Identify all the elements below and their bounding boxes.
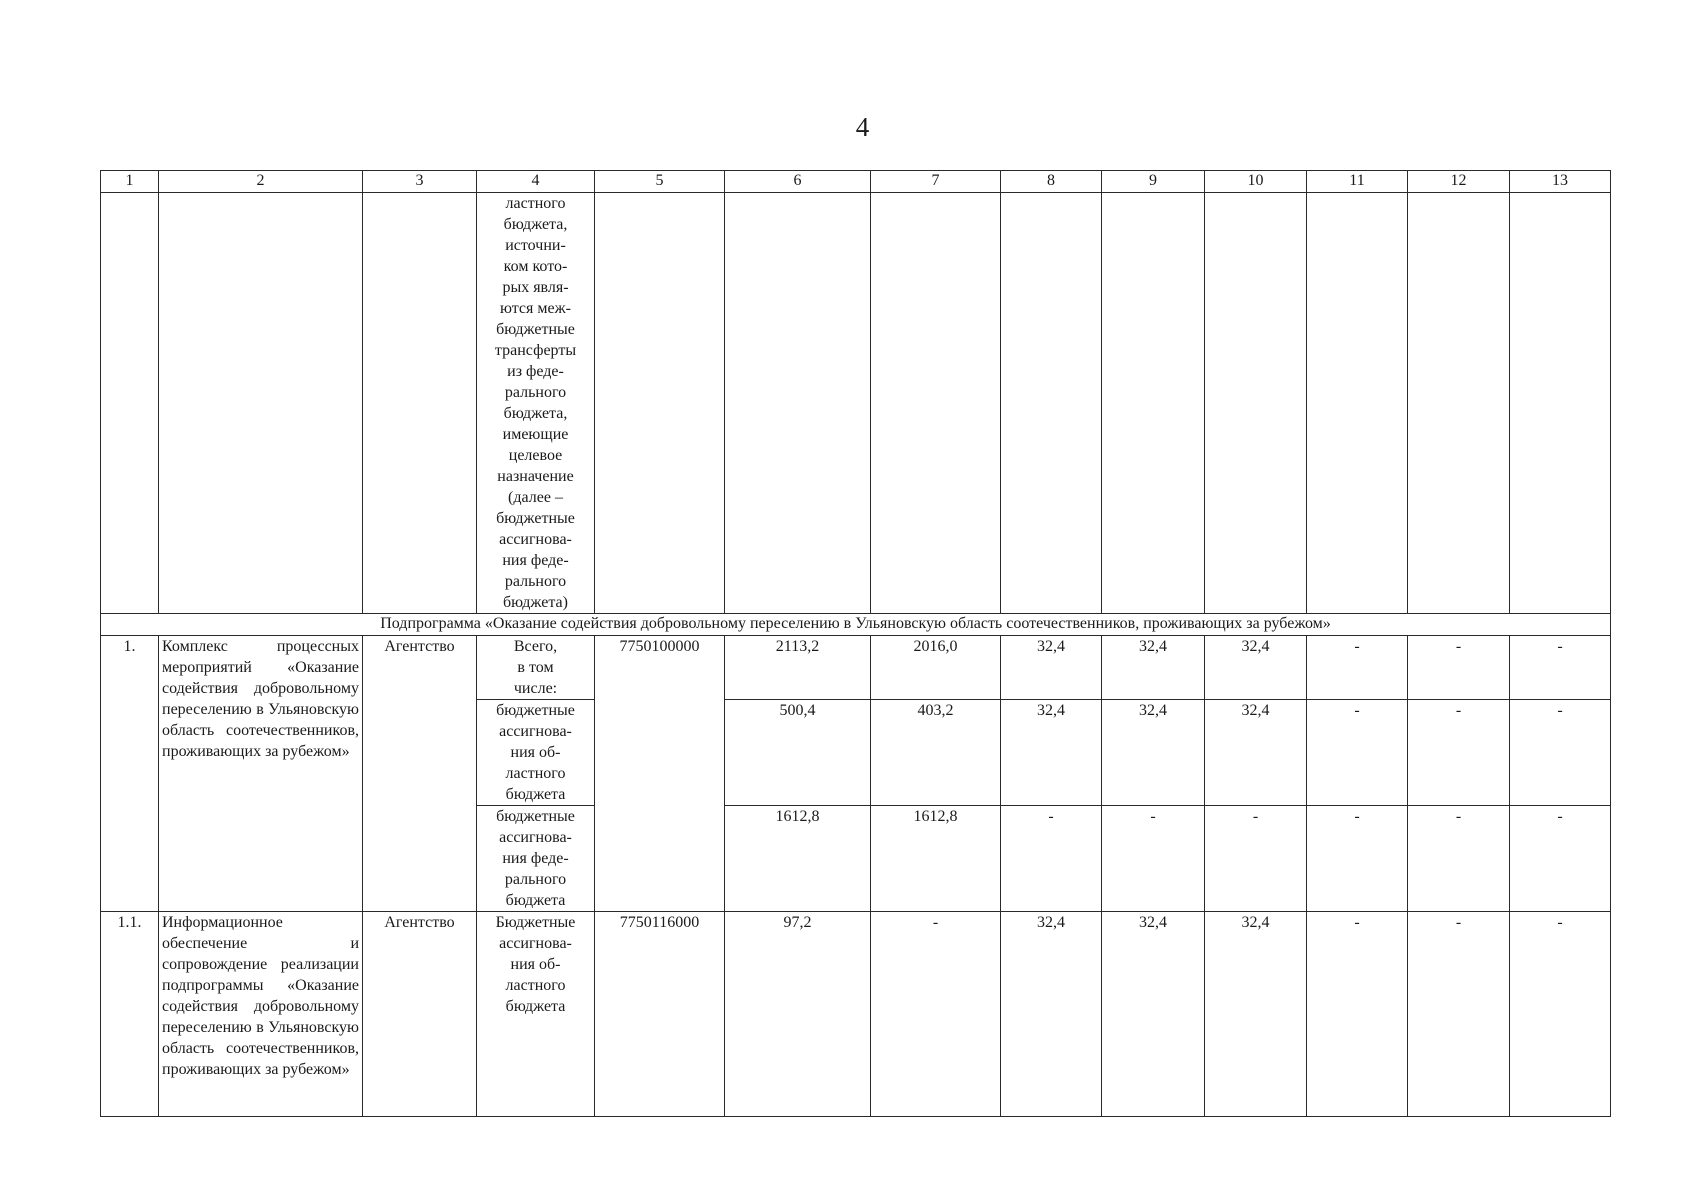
value-cell: 2113,2 [725,636,871,700]
col-header: 5 [595,171,725,193]
col-header: 10 [1205,171,1307,193]
empty-cell [595,193,725,614]
value-cell: 32,4 [1001,636,1102,700]
value-cell: - [871,912,1001,1117]
item-number: 1. [101,636,159,912]
value-cell: - [1510,700,1611,806]
empty-cell [1408,193,1510,614]
empty-cell [1102,193,1205,614]
item-number: 1.1. [101,912,159,1117]
item-executor: Агентство [363,912,477,1117]
col-header: 1 [101,171,159,193]
funding-source: Бюджетные ассигнова- ния об- ластного бюджета [477,912,595,1117]
empty-cell [101,193,159,614]
value-cell: - [1307,636,1408,700]
empty-cell [725,193,871,614]
subprogram-row [101,614,1611,636]
funding-source-continuation: ластного бюджета, источни- ком кото- рых явля- ются меж- бюджетные трансферты из феде- рального бюджета, имеющие целевое назначение (далее – бюджетные ассигнова- ния феде- рального бюджета) [477,193,595,614]
funding-source: бюджетные ассигнова- ния феде- рального бюджета [477,806,595,912]
empty-cell [159,193,363,614]
value-cell: - [1408,806,1510,912]
value-cell: 500,4 [725,700,871,806]
value-cell: 32,4 [1001,912,1102,1117]
col-header: 13 [1510,171,1611,193]
col-header: 2 [159,171,363,193]
value-cell: 2016,0 [871,636,1001,700]
value-cell: 32,4 [1102,700,1205,806]
value-cell: - [1408,636,1510,700]
value-cell: - [1510,912,1611,1117]
col-header: 6 [725,171,871,193]
value-cell: 1612,8 [871,806,1001,912]
value-cell: 32,4 [1205,912,1307,1117]
value-cell: - [1307,912,1408,1117]
value-cell: - [1307,700,1408,806]
table-row [101,912,1611,1117]
value-cell: - [1307,806,1408,912]
value-cell: 32,4 [1102,912,1205,1117]
value-cell: - [1001,806,1102,912]
continuation-row [101,193,1611,614]
value-cell: - [1408,912,1510,1117]
empty-cell [1001,193,1102,614]
item-code: 7750116000 [595,912,725,1117]
column-number-row [101,171,1611,193]
col-header: 11 [1307,171,1408,193]
empty-cell [1510,193,1611,614]
value-cell: - [1408,700,1510,806]
value-cell: 32,4 [1102,636,1205,700]
funding-source: бюджетные ассигнова- ния об- ластного бюджета [477,700,595,806]
empty-cell [1307,193,1408,614]
col-header: 8 [1001,171,1102,193]
empty-cell [871,193,1001,614]
col-header: 4 [477,171,595,193]
item-name: Комплекс процессных мероприятий «Оказание содействия добровольному переселению в Ульяновскую область соотечественников, проживающих за рубежом» [159,636,363,912]
value-cell: - [1510,806,1611,912]
table-row [101,636,1611,700]
col-header: 7 [871,171,1001,193]
value-cell: 32,4 [1205,636,1307,700]
value-cell: - [1102,806,1205,912]
col-header: 12 [1408,171,1510,193]
value-cell: 32,4 [1001,700,1102,806]
empty-cell [363,193,477,614]
item-code: 7750100000 [595,636,725,912]
page-number: 4 [855,112,870,142]
value-cell: - [1205,806,1307,912]
value-cell: 32,4 [1205,700,1307,806]
empty-cell [1205,193,1307,614]
subprogram-title: Подпрограмма «Оказание содействия добровольному переселению в Ульяновскую область соотечественников, проживающих за рубежом» [101,614,1611,636]
col-header: 3 [363,171,477,193]
funding-source: Всего, в том числе: [477,636,595,700]
item-executor: Агентство [363,636,477,912]
value-cell: 97,2 [725,912,871,1117]
col-header: 9 [1102,171,1205,193]
value-cell: 403,2 [871,700,1001,806]
item-name: Информационное обеспечение и сопровождение реализации подпрограммы «Оказание содействия добровольному переселению в Ульяновскую область соотечественников, проживающих за рубежом» [159,912,363,1117]
value-cell: 1612,8 [725,806,871,912]
budget-table [100,170,1611,1117]
value-cell: - [1510,636,1611,700]
